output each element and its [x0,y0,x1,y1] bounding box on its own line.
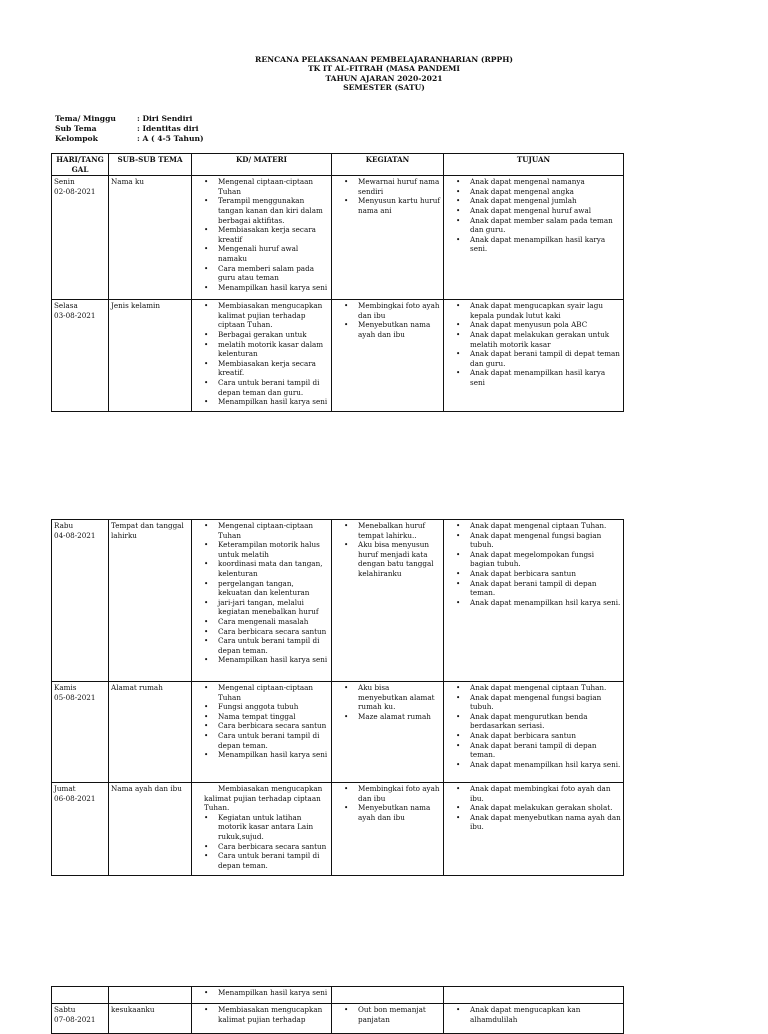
kegiatan-cell: • Aku bisa menyebutkan alamat rumah ku. • Maze alamat rumah [332,682,444,783]
table-row [52,300,624,412]
subtheme-cell: Nama ku [109,176,192,300]
semester: SEMESTER (SATU) [343,83,425,92]
table-row-continued [52,987,624,1004]
subtheme-cell: Alamat rumah [109,682,192,783]
academic-year: TAHUN AJARAN 2020-2021 [325,74,443,83]
tujuan-cell: • Anak dapat mengucapkan syair lagu kepala pundak lutut kaki • Anak dapat menyusun pola ABC • Anak dapat melakukan gerakan untuk melatih motorik kasar • Anak dapat berani tampil di depat teman dan guru. • Anak dapat menampilkan hasil karya seni [444,300,624,412]
materi-cell: • Membiasakan mengucapkan kalimat pujian terhadap [192,1004,332,1034]
day-cell: Sabtu 07-08-2021 [52,1004,109,1034]
table-row [52,520,624,682]
table-row [52,682,624,783]
subtheme-cell: Jenis kelamin [109,300,192,412]
subtheme-cell: Tempat dan tanggal lahirku [109,520,192,682]
materi-cell: Membiasakan mengucapkan kalimat pujian terhadap ciptaan Tuhan. • Kegiatan untuk latihan motorik kasar antara Lain rukuk,sujud. • Cara berbicara secara santun • Cara untuk berani tampil di depan teman. [192,783,332,876]
tujuan-cell: • Anak dapat mengenal ciptaan Tuhan. • Anak dapat mengenal fungsi bagian tubuh. • Anak dapat mengurutkan benda berdasarkan seriasi. • Anak dapat berbicara santun • Anak dapat berani tampil di depan teman. • Anak dapat menampilkan hsil karya seni. [444,682,624,783]
table-row [52,783,624,876]
subtheme-cell: kesukaanku [109,1004,192,1034]
table-row [52,176,624,300]
kegiatan-cell: • Menebalkan huruf tempat lahirku.. • Aku bisa menyusun huruf menjadi kata dengan batu tanggal kelahiranku [332,520,444,682]
rpph-table-1 [51,153,624,412]
col-header-kegiatan: KEGIATAN [332,154,444,176]
col-header-tujuan: TUJUAN [444,154,624,176]
kegiatan-cell: • Mewarnai huruf nama sendiri • Menyusun kartu huruf nama ani [332,176,444,300]
day-cell: Senin 02-08-2021 [52,176,109,300]
materi-cell: • Menampilkan hasil karya seni [192,987,332,1004]
subtheme-cell: Nama ayah dan ibu [109,783,192,876]
materi-cell: • Mengenal ciptaan-ciptaan Tuhan • Fungsi anggota tubuh • Nama tempat tinggal • Cara berbicara secara santun • Cara untuk berani tampil di depan teman. • Menampilkan hasil karya seni [192,682,332,783]
rpph-table-2 [51,519,624,876]
meta-subtheme: Sub Tema : Identitas diri [55,124,199,133]
table-row [52,1004,624,1034]
meta-theme: Tema/ Minggu : Diri Sendiri [55,114,193,123]
rpph-table-3 [51,986,624,1034]
col-header-day: HARI/TANG GAL [52,154,109,176]
materi-cell: • Mengenal ciptaan-ciptaan Tuhan • Terampil menggunakan tangan kanan dan kiri dalam berbagai aktifitas. • Membiasakan kerja secara kreatif • Mengenali huruf awal namaku • Cara memberi salam pada guru atau teman • Menampilkan hasil karya seni [192,176,332,300]
tujuan-cell: • Anak dapat mengenal ciptaan Tuhan. • Anak dapat mengenal fungsi bagian tubuh. • Anak dapat megelompokan fungsi bagian tubuh. • Anak dapat berbicara santun • Anak dapat berani tampil di depan teman. • Anak dapat menampilkan hsil karya seni. [444,520,624,682]
day-cell: Jumat 06-08-2021 [52,783,109,876]
day-cell: Selasa 03-08-2021 [52,300,109,412]
tujuan-cell: • Anak dapat mengenal namanya • Anak dapat mengenal angka • Anak dapat mengenal jumlah • Anak dapat mengenal huruf awal • Anak dapat member salam pada teman dan guru. • Anak dapat menampilkan hasil karya seni. [444,176,624,300]
col-header-materi: KD/ MATERI [192,154,332,176]
doc-title: RENCANA PELAKSANAAN PEMBELAJARANHARIAN (RPPH) [255,55,513,64]
tujuan-cell: • Anak dapat membingkai foto ayah dan ibu. • Anak dapat melakukan gerakan sholat. • Anak dapat menyebutkan nama ayah dan ibu. [444,783,624,876]
materi-cell: • Mengenal ciptaan-ciptaan Tuhan • Keterampilan motorik halus untuk melatih • koordinasi mata dan tangan, kelenturan • pergelangan tangan, kekuatan dan kelenturan • jari-jari tangan, melalui kegiatan menebalkan huruf • Cara mengenali masalah • Cara berbicara secara santun • Cara untuk berani tampil di depan teman. • Menampilkan hasil karya seni [192,520,332,682]
table-header-row [52,154,624,176]
day-cell: Rabu 04-08-2021 [52,520,109,682]
meta-block [55,114,204,144]
tujuan-cell: • Anak dapat mengucapkan kan alhamdulilah [444,1004,624,1034]
kegiatan-cell: • Membingkai foto ayah dan ibu • Menyebutkan nama ayah dan ibu [332,300,444,412]
kegiatan-cell: • Membingkai foto ayah dan ibu • Menyebutkan nama ayah dan ibu [332,783,444,876]
materi-cell: • Membiasakan mengucapkan kalimat pujian terhadap ciptaan Tuhan. • Berbagai gerakan untuk • melatih motorik kasar dalam kelenturan • Membiasakan kerja secara kreatif. • Cara untuk berani tampil di depan teman dan guru. • Menampilkan hasil karya seni [192,300,332,412]
kegiatan-cell: • Out bon memanjat panjatan [332,1004,444,1034]
school-name: TK IT AL-FITRAH (MASA PANDEMI [308,64,460,73]
meta-group: Kelompok : A ( 4-5 Tahun) [55,134,204,143]
col-header-subtheme: SUB-SUB TEMA [109,154,192,176]
day-cell: Kamis 05-08-2021 [52,682,109,783]
